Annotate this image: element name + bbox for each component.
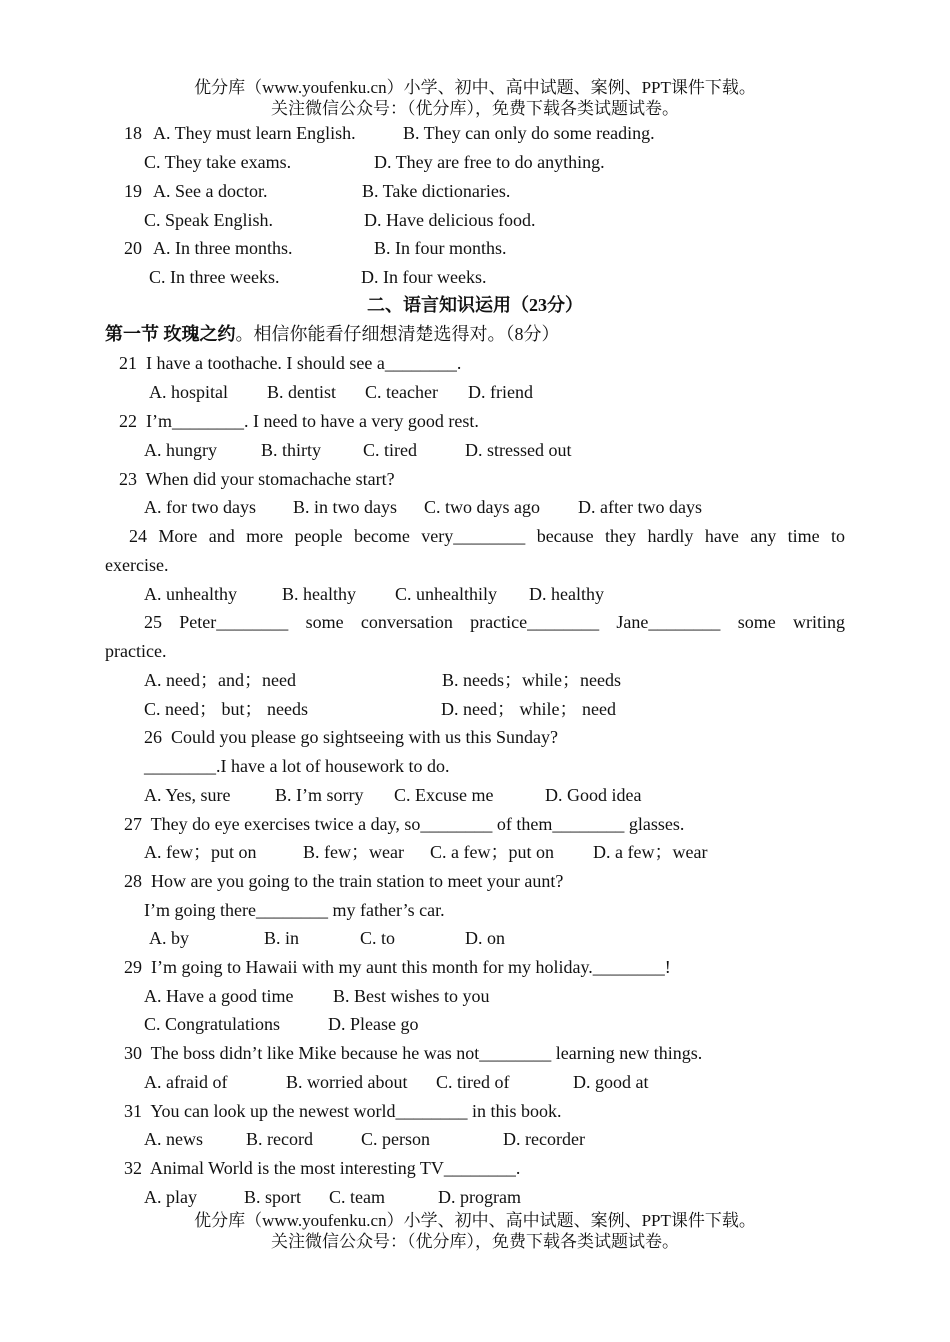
question-number: 20 [124, 238, 142, 258]
option-a: A. play [144, 1187, 197, 1207]
footer-line-1: 优分库（www.youfenku.cn）小学、初中、高中试题、案例、PPT课件下载。 [194, 1211, 756, 1230]
option-b: B. I’m sorry [275, 785, 364, 805]
option-d: D. need； while； need [441, 699, 616, 719]
option-d: D. Please go [328, 1014, 419, 1034]
part-label: 第一节 玫瑰之约 [105, 324, 236, 344]
header-line-2: 关注微信公众号：（优分库），免费下载各类试题试卷。 [271, 99, 679, 118]
option-a: A. unhealthy [144, 584, 237, 604]
option-c: C. tired of [436, 1072, 510, 1092]
question-stem: 30 The boss didn’t like Mike because he was not________ learning new things. [124, 1043, 703, 1063]
option-b: B. worried about [286, 1072, 408, 1092]
question-number: 18 [124, 123, 142, 143]
option-b: B. They can only do some reading. [403, 123, 655, 143]
option-c: C. a few；put on [430, 842, 554, 862]
option-c: C. to [360, 928, 396, 948]
option-b: B. in two days [293, 497, 398, 517]
question-stem: 24 More and more people become very________ because they hardly have any time to [129, 526, 845, 546]
option-d: D. In four weeks. [361, 267, 487, 287]
option-a: A. hungry [144, 440, 217, 460]
question-stem: 26 Could you please go sightseeing with us this Sunday? [144, 727, 558, 747]
option-b: B. sport [244, 1187, 302, 1207]
option-a: A. See a doctor. [153, 181, 268, 201]
option-b: B. healthy [282, 584, 356, 604]
question-stem: 32 Animal World is the most interesting TV________. [124, 1158, 521, 1178]
option-a: A. They must learn English. [153, 123, 356, 143]
question-number: 19 [124, 181, 142, 201]
part-instruction: 。相信你能看仔细想清楚选得对。（8分） [235, 324, 560, 344]
option-b: B. dentist [267, 382, 337, 402]
option-c: C. They take exams. [144, 152, 292, 172]
option-b: B. Best wishes to you [333, 986, 490, 1006]
option-c: C. teacher [365, 382, 438, 402]
option-a: A. need；and；need [144, 670, 296, 690]
option-d: D. Good idea [545, 785, 642, 805]
option-a: A. by [149, 928, 189, 948]
option-a: A. In three months. [153, 238, 293, 258]
option-b: B. thirty [261, 440, 322, 460]
question-stem: 23 When did your stomachache start? [119, 469, 395, 489]
option-b: B. In four months. [374, 238, 507, 258]
option-c: C. Congratulations [144, 1014, 280, 1034]
question-stem-continued: exercise. [105, 555, 169, 575]
option-d: D. on [465, 928, 505, 948]
option-d: D. a few；wear [593, 842, 708, 862]
option-c: C. need； but； needs [144, 699, 308, 719]
question-stem: 28 How are you going to the train station to meet your aunt? [124, 871, 564, 891]
option-b: B. few；wear [303, 842, 404, 862]
question-stem: 21 I have a toothache. I should see a________. [119, 353, 462, 373]
option-c: C. In three weeks. [149, 267, 280, 287]
option-c: C. tired [363, 440, 417, 460]
question-stem: 27 They do eye exercises twice a day, so________ of them________ glasses. [124, 814, 685, 834]
question-stem: 22 I’m________. I need to have a very good rest. [119, 411, 479, 431]
option-a: A. hospital [149, 382, 228, 402]
question-stem-continued: I’m going there________ my father’s car. [144, 900, 445, 920]
option-c: C. Speak English. [144, 210, 273, 230]
header-line-1: 优分库（www.youfenku.cn）小学、初中、高中试题、案例、PPT课件下载。 [194, 78, 756, 97]
question-stem: 25 Peter________ some conversation practice________ Jane________ some writing [144, 612, 845, 632]
option-b: B. needs；while；needs [442, 670, 621, 690]
part-heading [105, 323, 560, 345]
section-title: 二、语言知识运用（23分） [367, 295, 583, 315]
option-a: A. Yes, sure [144, 785, 231, 805]
option-a: A. afraid of [144, 1072, 228, 1092]
option-d: D. recorder [503, 1129, 585, 1149]
question-stem-continued: ________.I have a lot of housework to do. [144, 756, 450, 776]
option-a: A. for two days [144, 497, 256, 517]
option-a: A. Have a good time [144, 986, 294, 1006]
option-d: D. They are free to do anything. [374, 152, 605, 172]
option-b: B. Take dictionaries. [362, 181, 511, 201]
option-d: D. program [438, 1187, 521, 1207]
question-stem-continued: practice. [105, 641, 167, 661]
question-stem: 31 You can look up the newest world________ in this book. [124, 1101, 562, 1121]
option-d: D. after two days [578, 497, 702, 517]
option-c: C. team [329, 1187, 385, 1207]
option-c: C. person [361, 1129, 430, 1149]
option-d: D. friend [468, 382, 533, 402]
option-b: B. in [264, 928, 300, 948]
option-c: C. Excuse me [394, 785, 494, 805]
option-d: D. healthy [529, 584, 604, 604]
option-d: D. Have delicious food. [364, 210, 536, 230]
option-c: C. unhealthily [395, 584, 497, 604]
question-stem: 29 I’m going to Hawaii with my aunt this month for my holiday.________! [124, 957, 671, 977]
option-d: D. stressed out [465, 440, 572, 460]
footer-line-2: 关注微信公众号：（优分库），免费下载各类试题试卷。 [271, 1232, 679, 1251]
option-a: A. news [144, 1129, 203, 1149]
option-b: B. record [246, 1129, 313, 1149]
option-d: D. good at [573, 1072, 649, 1092]
option-c: C. two days ago [424, 497, 540, 517]
option-a: A. few；put on [144, 842, 257, 862]
